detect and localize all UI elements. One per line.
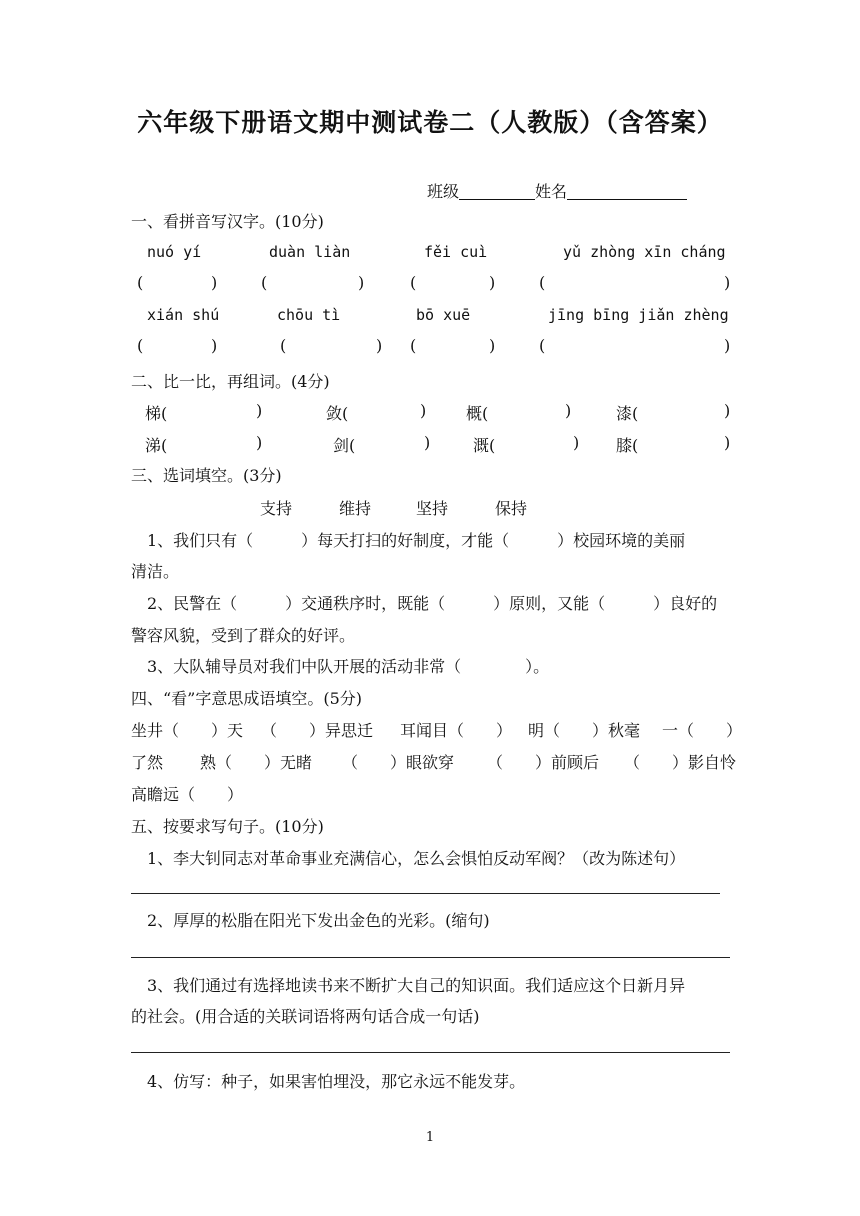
pinyin-3: fěi cuì [424, 243, 488, 261]
question-5-3-cont: 的社会。(用合适的关联词语将两句话合成一句话) [131, 1007, 480, 1026]
compare-char: 漆( [616, 404, 639, 423]
answer-paren[interactable]: ( [539, 273, 546, 292]
word-option: 支持 [260, 499, 293, 518]
question-5-4: 4、仿写：种子，如果害怕埋没，那它永远不能发芽。 [147, 1072, 526, 1091]
answer-paren: ) [724, 273, 731, 292]
answer-line[interactable] [131, 893, 720, 894]
answer-paren[interactable]: ( [410, 336, 417, 355]
pinyin-7: bō xuē [416, 306, 471, 324]
question-3-2: 2、民警在（ ）交通秩序时，既能（ ）原则，又能（ ）良好的 [147, 594, 718, 613]
idiom: 耳闻目（ ） [400, 721, 513, 740]
student-info [427, 179, 687, 202]
close-paren: ) [420, 401, 427, 420]
pinyin-2: duàn liàn [269, 243, 351, 261]
page-title: 六年级下册语文期中测试卷二（人教版）（含答案） [137, 108, 723, 137]
pinyin-1: nuó yí [147, 243, 202, 261]
section-3-heading: 三、选词填空。(3分) [131, 466, 282, 485]
answer-paren: ) [211, 273, 218, 292]
compare-char: 溉( [473, 436, 496, 455]
question-3-1-cont: 清洁。 [131, 562, 180, 581]
close-paren: ) [256, 401, 263, 420]
compare-char: 敛( [326, 404, 349, 423]
name-label: 姓名 [535, 182, 568, 201]
close-paren: ) [573, 433, 580, 452]
idiom: 一（ ） [662, 721, 743, 740]
compare-char: 涕( [145, 436, 168, 455]
answer-paren: ) [376, 336, 383, 355]
idiom: 熟（ ）无睹 [200, 753, 313, 772]
pinyin-4: yǔ zhòng xīn cháng [563, 243, 726, 261]
answer-paren[interactable]: ( [137, 336, 144, 355]
page-number: 1 [425, 1130, 435, 1145]
answer-paren[interactable]: ( [539, 336, 546, 355]
idiom: 坐井（ ）天 [131, 721, 244, 740]
answer-paren: ) [211, 336, 218, 355]
answer-paren[interactable]: ( [137, 273, 144, 292]
answer-paren: ) [489, 336, 496, 355]
idiom: 高瞻远（ ） [131, 785, 244, 804]
class-blank[interactable] [459, 183, 535, 200]
class-label: 班级 [427, 182, 460, 201]
answer-line[interactable] [131, 1052, 730, 1053]
pinyin-6: chōu tì [277, 306, 341, 324]
close-paren: ) [724, 433, 731, 452]
idiom: 明（ ）秋毫 [528, 721, 641, 740]
compare-char: 膝( [616, 436, 639, 455]
answer-paren[interactable]: ( [410, 273, 417, 292]
pinyin-5: xián shú [147, 306, 220, 324]
idiom: （ ）异思迁 [261, 721, 374, 740]
close-paren: ) [256, 433, 263, 452]
answer-paren: ) [489, 273, 496, 292]
compare-char: 梯( [145, 404, 168, 423]
idiom: 了然 [131, 753, 164, 772]
section-2-heading: 二、比一比，再组词。(4分) [131, 372, 330, 391]
question-5-1: 1、李大钊同志对革命事业充满信心，怎么会惧怕反动军阀？（改为陈述句） [147, 849, 686, 868]
question-3-2-cont: 警容风貌，受到了群众的好评。 [131, 626, 356, 645]
answer-paren: ) [358, 273, 365, 292]
section-4-heading: 四、“看”字意思成语填空。(5分) [131, 689, 363, 708]
close-paren: ) [724, 401, 731, 420]
word-option: 保持 [495, 499, 528, 518]
close-paren: ) [424, 433, 431, 452]
idiom: （ ）前顾后 [487, 753, 600, 772]
answer-paren[interactable]: ( [280, 336, 287, 355]
word-option: 维持 [339, 499, 372, 518]
name-blank[interactable] [567, 183, 687, 200]
question-3-3: 3、大队辅导员对我们中队开展的活动非常（ ）。 [147, 657, 550, 676]
close-paren: ) [565, 401, 572, 420]
section-5-heading: 五、按要求写句子。(10分) [131, 817, 324, 836]
idiom: （ ）眼欲穿 [342, 753, 455, 772]
pinyin-8: jīng bīng jiǎn zhèng [548, 306, 729, 324]
answer-paren[interactable]: ( [261, 273, 268, 292]
answer-paren: ) [724, 336, 731, 355]
question-3-1: 1、我们只有（ ）每天打扫的好制度，才能（ ）校园环境的美丽 [147, 531, 686, 550]
section-1-heading: 一、看拼音写汉字。(10分) [131, 212, 324, 231]
compare-char: 剑( [333, 436, 356, 455]
answer-line[interactable] [131, 957, 730, 958]
word-option: 坚持 [416, 499, 449, 518]
question-5-3: 3、我们通过有选择地读书来不断扩大自己的知识面。我们适应这个日新月异 [147, 976, 686, 995]
idiom: （ ）影自怜 [624, 753, 737, 772]
compare-char: 概( [466, 404, 489, 423]
question-5-2: 2、厚厚的松脂在阳光下发出金色的光彩。(缩句) [147, 911, 490, 930]
